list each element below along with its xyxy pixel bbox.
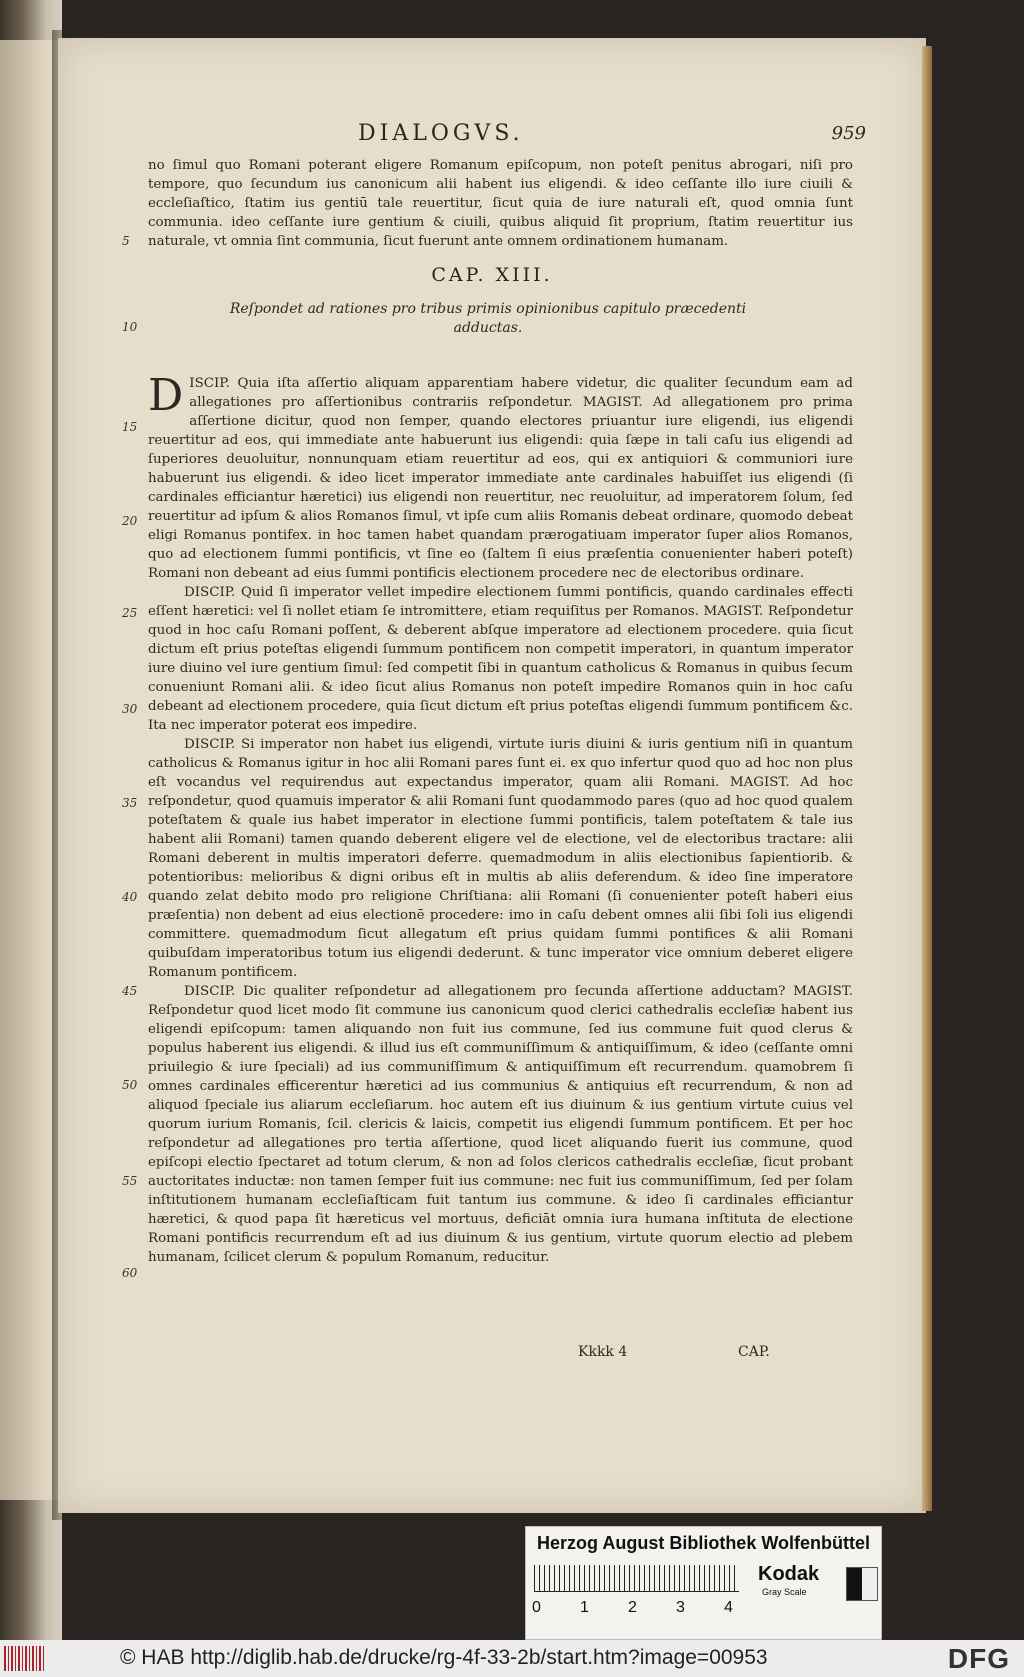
line-number: 15 <box>122 420 138 434</box>
line-number: 10 <box>122 320 138 334</box>
catchword: CAP. <box>738 1344 770 1360</box>
line-number: 55 <box>122 1174 138 1188</box>
gray-scale-label: Gray Scale <box>762 1587 807 1597</box>
line-number: 20 <box>122 514 138 528</box>
paragraph: DISCIP. Quid ſi imperator vellet impedire electionem ſummi pontificis, quando cardinales effecti eſſent hæretici: vel ſi nollet etiam ſe intromittere, etiam requiſitus per Romanos. MAGIST. Reſpondetur quod in hoc caſu Romani poſſent, & deberent abſque imperatore ad electionem procedere. quia ſicut dictum eſt prius poteſtas eligendi ſummum pontificem non competit imperatori, in quantum imperator iure diuino vel iure gentium ſimul: ſed competit ſibi in quantum catholicus & Romanus in quibus ſecum conueniunt Romani alii. & ideo ſicut alius Romanus non poteſt impedire Romanos quin in hoc caſu debeant ad electionem procedere, quia ſicut dictum eſt prius poteſtas eligendi ſummum pontificem &c. Ita nec imperator poterat eos impedire. <box>148 585 853 733</box>
library-name: Herzog August Bibliothek Wolfenbüttel <box>537 1533 870 1553</box>
page-edge <box>922 46 932 1511</box>
chapter-summary: Reſpondet ad rationes pro tribus primis opinionibus capitulo præcedenti adductas. <box>229 301 747 336</box>
top-paragraph: no ſimul quo Romani poterant eligere Romanum epiſcopum, non poteſt penitus abrogari, niſi pro tempore, quo ſecundum ius canonicum alii habent ius eligendi. & ideo ceſſante illo iure ciuili & eccleſiaſtico, ſtatim ius gentiū tale reuertitur, ſicut quia de iure naturali eſt, quod omnia ſunt communia. ideo ceſſante iure gentium & ciuili, quibus aliquid ſit proprium, ſtatim reuertitur ius naturale, vt omnia ſint communia, ſicut fuerunt ante omnem ordinationem humanam. <box>148 158 853 249</box>
line-number: 25 <box>122 606 138 620</box>
footer-link[interactable]: © HAB http://diglib.hab.de/drucke/rg-4f-33-2b/start.htm?image=00953 <box>120 1646 768 1669</box>
line-number: 60 <box>122 1266 138 1280</box>
kodak-brand: Kodak <box>758 1563 820 1585</box>
line-number: 50 <box>122 1078 138 1092</box>
line-number: 35 <box>122 796 138 810</box>
catchline <box>58 1344 926 1366</box>
drop-cap: D <box>148 370 184 421</box>
measurement-ruler <box>534 1565 739 1592</box>
signature-mark: Kkkk 4 <box>578 1344 628 1360</box>
page-header <box>58 121 926 151</box>
line-number: 45 <box>122 984 138 998</box>
paragraph: DISCIP. Si imperator non habet ius eligendi, virtute iuris diuini & iuris gentium niſi in quantum catholicus & Romanus igitur in hoc alii Romani pares ſunt ei. ex quo infertur quod quo ad hoc non plus eſt vocandus vel requirendus aut expectandus imperator, quam alii Romani. MAGIST. Ad hoc reſpondetur, quod quamuis imperator & alii Romani ſunt quodammodo pares (quo ad hoc quod qualem poteſtatem & quale ius habet imperator in electione ſummi pontificis, talem poteſtatem & tale ius habent alii Romani) tamen quando deberent eligere vel de electione, vel de electoribus tractare: alii Romani deberent in multis imperatori deferre. quemadmodum in aliis electionibus ſapientiorib. & potentioribus: melioribus & digni oribus eſt in multis ab aliis deferendum. & ideo ſine imperatore quando zelat debito modo pro religione Chriſtiana: alii Romani (ſi conuenienter poteſt haberi eius præſentia) non debent ad eius electionē procedere: imo in caſu debent omnes alii ſibi ſoli ius eligendi committere. quemadmodum ſicut allegatum eſt prius quidam ſummi pontifices & alii Romani quibuſdam imperatoribus totum ius eligendi dederunt. & tunc imperator vice omnium deberet eligere Romanum pontificem. <box>148 737 853 980</box>
paragraph: DISCIP. Dic qualiter reſpondetur ad allegationem pro ſecunda aſſertione adductam? MAGIST. Reſpondetur quod licet modo ſit commune ius canonicum quod clerici cathedralis eccleſiæ habent ius eligendi epiſcopum: tamen aliquando non fuit ius commune, ſed ius commune fuit quod clerus & populus haberent ius eligendi. & illud ius eſt communiſſimum & antiquiſſimum, & ideo (ceſſante omni priuilegio & iure ſpeciali) ad ius communiſſimum & antiquiſſimum eſt recurrendum. quamobrem ſi omnes cardinales efficerentur hæretici ad ius communius & antiquius eſt recurrendum, & non ad aliquod ſpeciale ius aliarum eccleſiarum. hoc autem eſt ius diuinum & ius gentium virtute cuius vel quorum iurium Romanis, ſcil. clericis & laicis, competit ius eligendi ſummum pontificem. Et per hoc reſpondetur ad allegationes pro tertia aſſertione, quod licet aliquando fuerit ius commune, quod epiſcopi electio ſpectaret ad totum clerum, & non ad ſolos clericos cathedralis eccleſiæ, ſicut probant auctoritates inductæ: non tamen ſemper fuit ius commune: nec fuit ius communiſſimum, ſed per ſolam inſtitutionem humanam eccleſiaſticam fuit tantum ius commune. & ideo ſi cardinales efficiantur hæretici, & quod papa ſit hæreticus vel mortuus, deficiāt omnia iura humana inſtituta de electione Romani pontificis recurrendum eſt ad ius diuinum & ius gentium, virtute quorum electio ad plebem humanam, ſcilicet clerum & populum Romanum, reducitur. <box>148 984 853 1265</box>
line-number: 5 <box>122 234 130 248</box>
main-text <box>148 370 853 1267</box>
line-number: 30 <box>122 702 138 716</box>
chapter-heading: CAP. XIII. <box>431 264 553 286</box>
color-calibration-card <box>525 1526 882 1640</box>
ruler-number: 2 <box>628 1599 637 1616</box>
ruler-number: 0 <box>532 1599 541 1616</box>
barcode-icon <box>4 1646 46 1671</box>
gray-scale-patch <box>846 1567 878 1601</box>
book-page <box>58 38 926 1513</box>
dfg-logo: DFG <box>947 1643 1010 1674</box>
paragraph: DISCIP. Quia iſta aſſertio aliquam apparentiam habere videtur, dic qualiter ſecundum eam ad allegationes pro aſſertionibus contrariis reſpondetur. MAGIST. Ad allegationem pro prima aſſertione dicitur, quod non ſemper, quando electores priuantur iure eligendi, ius eligendi reuertitur ad eos, qui immediate ante habuerunt ius eligendi: quia ſæpe in tali caſu ius eligendi ad ſuperiores deuoluitur, nonnunquam etiam reuertitur ad eos, qui ex antiquiori & communiori iure habuerunt ius eligendi. & ideo licet imperator immediate ante cardinales habuiſſet ius eligendi (ſi cardinales efficiantur hæretici) ius eligendi non reuertitur, nec reuoluitur, ad imperatorem ſolum, ſed reuertitur ad ipſum & alios Romanos ſimul, vt ipſe cum aliis Romanis debeat ordinare, quomodo debeat eligi Romanus pontifex. in hoc tamen habet quandam prærogatiuam imperator ſuper alios Romanos, quo ad electionem ſummi pontificis, vt ſine eo (ſaltem ſi eius præſentia conuenienter haberi poteſt) Romani non debeant ad eius ſummi pontificis electionem procedere nec de electoribus ordinare. <box>148 370 853 581</box>
folio-number: 959 <box>831 123 866 144</box>
ruler-number: 1 <box>580 1599 589 1616</box>
ruler-number: 3 <box>676 1599 685 1616</box>
running-head: DIALOGVS. <box>358 121 524 146</box>
ruler-number: 4 <box>724 1599 733 1616</box>
footer-bar <box>0 1640 1024 1677</box>
line-number: 40 <box>122 890 138 904</box>
